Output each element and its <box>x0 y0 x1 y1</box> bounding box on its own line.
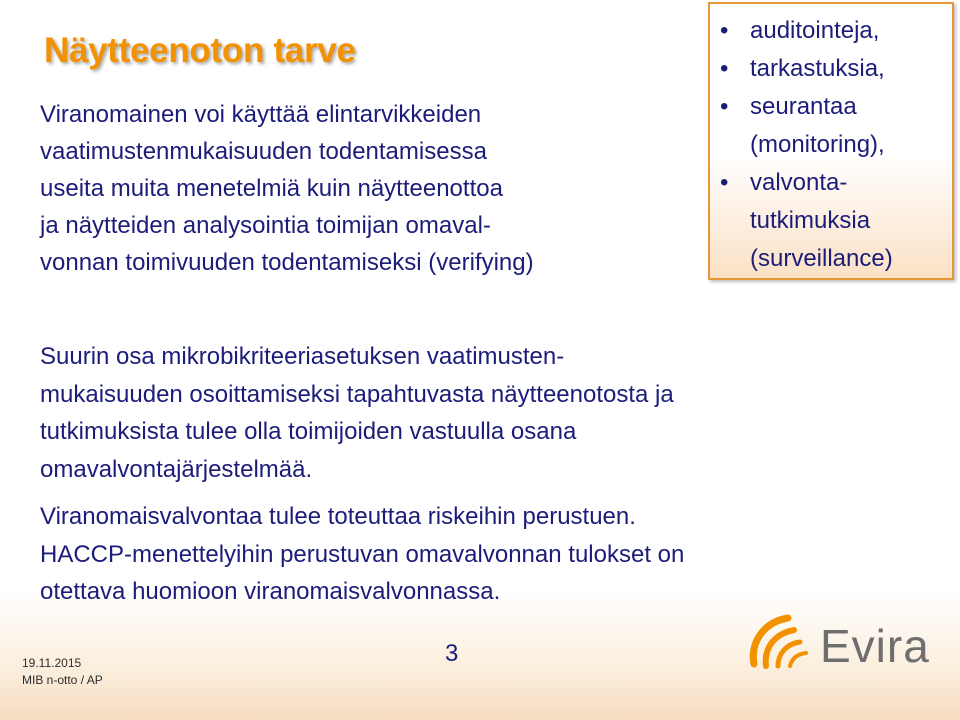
callout-item <box>716 50 952 88</box>
lead-paragraph: Viranomainen voi käyttää elintarvikkeiden vaatimustenmukaisuuden todentamisessa useita muita menetelmiä kuin näytteenottoa ja näytteiden analysointia toimijan omaval- vonnan toimivuuden todentamiseksi (verifying) <box>40 101 534 276</box>
logo-text: Evira <box>820 620 930 672</box>
callout-item <box>716 88 952 164</box>
footer-author: MIB n-otto / AP <box>22 673 103 687</box>
bullet-icon: • <box>720 17 729 44</box>
callout-item-text: valvonta- tutkimuksia (surveillance) <box>750 169 893 272</box>
footer-date: 19.11.2015 <box>22 656 82 670</box>
slide-title: Näytteenoton tarve <box>44 31 356 70</box>
callout-item <box>716 164 952 278</box>
bullet-icon: • <box>720 55 729 82</box>
bullet-icon: • <box>720 93 729 120</box>
callout-item <box>716 12 952 50</box>
callout-list <box>710 4 952 278</box>
evira-swirl-icon <box>742 606 822 686</box>
callout-box <box>708 2 954 280</box>
callout-item-text: tarkastuksia, <box>750 55 885 82</box>
body-paragraph: Suurin osa mikrobikriteeriasetuksen vaatimusten- mukaisuuden osoittamiseksi tapahtuvasta näytteenotosta ja tutkimuksista tulee olla toimijoiden vastuulla osana omavalvontajärjestelmää. <box>40 343 674 483</box>
callout-item-text: seurantaa (monitoring), <box>750 93 885 158</box>
page-number: 3 <box>445 640 459 667</box>
body-paragraph-2: Viranomaisvalvontaa tulee toteuttaa riskeihin perustuen. HACCP-menettelyihin perustuvan omavalvonnan tulokset on otettava huomioon viranomaisvalvonnassa. <box>40 503 685 605</box>
callout-item-text: auditointeja, <box>750 17 880 44</box>
bullet-icon: • <box>720 169 729 196</box>
evira-logo <box>742 606 952 686</box>
